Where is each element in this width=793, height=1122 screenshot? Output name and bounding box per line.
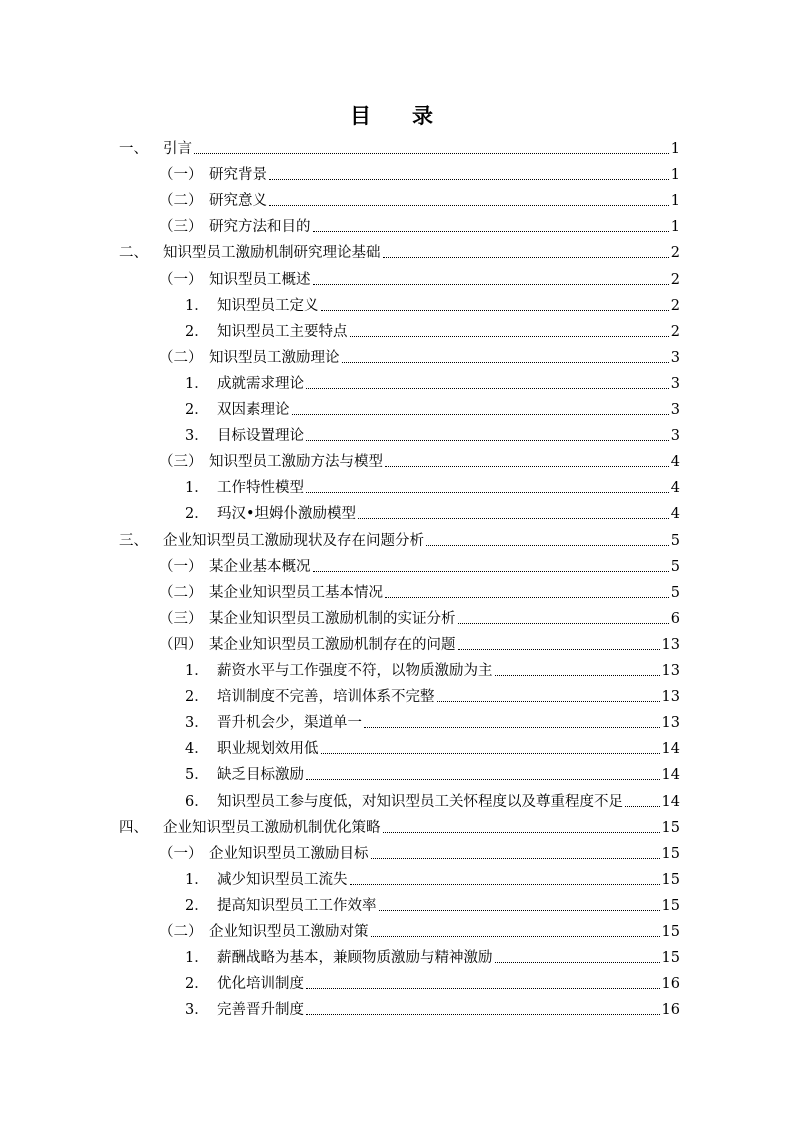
toc-entry-page: 1	[670, 193, 680, 210]
toc-entry-title: 企业知识型员工激励机制优化策略	[163, 819, 381, 836]
toc-entry-page: 6	[670, 610, 680, 627]
toc-entry-number: 三、	[119, 532, 148, 549]
toc-entry[interactable]	[159, 583, 680, 603]
toc-entry-page: 14	[661, 767, 680, 784]
toc-entry-title: 知识型员工激励机制研究理论基础	[163, 245, 381, 262]
toc-entry-number: 一、	[119, 141, 148, 157]
toc-entry-title: 成就需求理论	[217, 375, 304, 392]
dot-leader	[313, 570, 669, 572]
toc-entry[interactable]	[185, 426, 680, 446]
dot-leader	[321, 309, 669, 311]
toc-entry-number: （三）	[159, 219, 203, 236]
toc-entry-title: 工作特性模型	[217, 480, 304, 497]
toc-entry[interactable]	[159, 635, 680, 655]
toc-entry-number: （二）	[159, 584, 203, 601]
toc-entry-title: 职业规划效用低	[217, 741, 319, 758]
toc-entry[interactable]	[159, 270, 680, 290]
dot-leader	[350, 883, 660, 885]
dot-leader	[385, 596, 669, 598]
toc-entry[interactable]	[159, 217, 680, 237]
toc-entry-number: （二）	[159, 924, 203, 940]
toc-entry-title: 薪酬战略为基本，兼顾物质激励与精神激励	[217, 950, 493, 967]
toc-entry-number: 2．	[185, 323, 209, 340]
toc-entry[interactable]	[185, 322, 680, 342]
toc-entry[interactable]	[185, 713, 680, 733]
toc-entry-page: 15	[661, 950, 680, 967]
toc-entry-title: 企业知识型员工激励目标	[209, 845, 369, 862]
toc-entry-page: 13	[661, 689, 680, 706]
toc-entry[interactable]	[159, 348, 680, 368]
toc-entry-page: 15	[661, 897, 680, 914]
toc-entry-number: （一）	[159, 845, 203, 862]
toc-entry-page: 1	[670, 219, 680, 236]
toc-entry-number: 1．	[185, 663, 209, 679]
toc-entry[interactable]	[185, 374, 680, 394]
toc-entry-title: 知识型员工激励理论	[209, 349, 340, 366]
toc-entry[interactable]	[119, 139, 680, 159]
dot-leader	[371, 857, 660, 859]
toc-entry-title: 知识型员工参与度低，对知识型员工关怀程度以及尊重程度不足	[217, 793, 623, 810]
toc-entry-title: 引言	[163, 141, 192, 157]
toc-entry-number: 1．	[185, 297, 209, 314]
toc-entry-title: 研究意义	[209, 193, 267, 210]
toc-entry-title: 减少知识型员工流失	[217, 871, 348, 888]
toc-entry-number: （二）	[159, 193, 203, 210]
dot-leader	[495, 961, 660, 963]
toc-entry-page: 5	[670, 558, 680, 575]
toc-entry[interactable]	[185, 896, 680, 916]
dot-leader	[458, 648, 660, 650]
toc-entry-number: 5．	[185, 767, 209, 784]
toc-entry-page: 3	[670, 402, 680, 418]
toc-entry-page: 4	[670, 506, 680, 523]
toc-entry-number: 3．	[185, 1002, 209, 1019]
toc-entry-page: 13	[661, 636, 680, 653]
dot-leader	[269, 178, 669, 180]
toc-entry[interactable]	[119, 818, 680, 838]
toc-entry[interactable]	[159, 844, 680, 864]
dot-leader	[364, 726, 660, 728]
toc-entry-number: 6．	[185, 793, 209, 810]
toc-entry[interactable]	[159, 557, 680, 577]
toc-entry[interactable]	[185, 504, 680, 524]
toc-entry-title: 完善晋升制度	[217, 1002, 304, 1019]
toc-entry-title: 目标设置理论	[217, 428, 304, 445]
toc-entry[interactable]	[185, 296, 680, 316]
dot-leader	[437, 700, 660, 702]
dot-leader	[306, 439, 669, 441]
toc-entry-page: 15	[661, 819, 680, 836]
toc-entry-number: 1．	[185, 950, 209, 967]
toc-entry[interactable]	[119, 531, 680, 551]
dot-leader	[313, 283, 669, 285]
toc-entry[interactable]	[185, 792, 680, 812]
toc-entry-title: 缺乏目标激励	[217, 767, 304, 784]
toc-entry-page: 2	[670, 271, 680, 288]
toc-entry[interactable]	[159, 165, 680, 185]
dot-leader	[306, 1013, 660, 1015]
dot-leader	[194, 152, 669, 154]
toc-entry-title: 企业知识型员工激励对策	[209, 924, 369, 940]
toc-entry-page: 16	[661, 1002, 680, 1019]
toc-entry[interactable]	[185, 948, 680, 968]
toc-entry-page: 13	[661, 663, 680, 679]
toc-entry-title: 知识型员工主要特点	[217, 323, 348, 340]
dot-leader	[292, 413, 669, 415]
toc-entry-title: 某企业基本概况	[209, 558, 311, 575]
dot-leader	[371, 935, 660, 937]
dot-leader	[306, 491, 669, 493]
toc-entry-page: 3	[670, 428, 680, 445]
toc-entry-page: 2	[670, 323, 680, 340]
toc-entry-number: 四、	[119, 819, 148, 836]
toc-entry-title: 薪资水平与工作强度不符，以物质激励为主	[217, 663, 493, 679]
dot-leader	[383, 831, 660, 833]
toc-entry-title: 优化培训制度	[217, 976, 304, 993]
toc-entry-number: （一）	[159, 167, 203, 184]
toc-entry-title: 某企业知识型员工基本情况	[209, 584, 383, 601]
toc-entry-number: 3．	[185, 715, 209, 732]
toc-entry-page: 15	[661, 871, 680, 888]
toc-entry-number: 2．	[185, 506, 209, 523]
toc-entry[interactable]	[185, 661, 680, 681]
page-title: 目 录	[350, 103, 443, 128]
toc-entry-number: （二）	[159, 349, 203, 366]
toc-entry-page: 3	[670, 349, 680, 366]
toc-entry[interactable]	[185, 400, 680, 420]
toc-entry-title: 培训制度不完善，培训体系不完整	[217, 689, 435, 706]
toc-entry-page: 4	[670, 454, 680, 471]
dot-leader	[313, 230, 669, 232]
toc-entry-number: 2．	[185, 689, 209, 706]
toc-entry-title: 研究方法和目的	[209, 219, 311, 236]
toc-entry[interactable]	[185, 1000, 680, 1020]
toc-entry-number: 4．	[185, 741, 209, 758]
dot-leader	[306, 778, 660, 780]
toc-entry-page: 15	[661, 845, 680, 862]
toc-entry-title: 知识型员工定义	[217, 297, 319, 314]
toc-entry-title: 提高知识型员工工作效率	[217, 897, 377, 914]
toc-entry[interactable]	[185, 687, 680, 707]
toc-entry[interactable]	[185, 974, 680, 994]
toc-entry-number: （三）	[159, 610, 203, 627]
toc-entry-number: 2．	[185, 897, 209, 914]
toc-entry-page: 4	[670, 480, 680, 497]
toc-entry-title: 玛汉•坦姆仆激励模型	[217, 506, 357, 523]
toc-entry-number: 3．	[185, 428, 209, 445]
toc-entry-page: 14	[661, 793, 680, 810]
dot-leader	[358, 517, 669, 519]
toc-entry-title: 知识型员工激励方法与模型	[209, 454, 383, 471]
toc-entry-title: 知识型员工概述	[209, 271, 311, 288]
toc-entry-page: 16	[661, 976, 680, 993]
toc-entry-page: 3	[670, 375, 680, 392]
toc-entry-page: 13	[661, 715, 680, 732]
toc-entry-number: 二、	[119, 245, 148, 262]
toc-entry[interactable]	[159, 922, 680, 942]
dot-leader	[495, 674, 660, 676]
toc-entry[interactable]	[159, 191, 680, 211]
dot-leader	[426, 544, 669, 546]
dot-leader	[321, 752, 660, 754]
toc-entry-title: 双因素理论	[217, 402, 290, 418]
dot-leader	[306, 387, 669, 389]
dot-leader	[383, 256, 669, 258]
toc-entry-page: 5	[670, 532, 680, 549]
toc-entry[interactable]	[159, 609, 680, 629]
toc-entry-number: （一）	[159, 558, 203, 575]
toc-entry-page: 2	[670, 297, 680, 314]
toc-entry-title: 某企业知识型员工激励机制的实证分析	[209, 610, 456, 627]
toc-entry-number: 2．	[185, 976, 209, 993]
toc-entry-page: 2	[670, 245, 680, 262]
toc-entry-title: 研究背景	[209, 167, 267, 184]
toc-entry-title: 企业知识型员工激励现状及存在问题分析	[163, 532, 424, 549]
dot-leader	[625, 805, 660, 807]
toc-entry-number: 1．	[185, 375, 209, 392]
dot-leader	[350, 335, 669, 337]
toc-entry-page: 1	[670, 141, 680, 157]
dot-leader	[385, 465, 669, 467]
toc-entry-number: 1．	[185, 480, 209, 497]
toc-entry-title: 某企业知识型员工激励机制存在的问题	[209, 636, 456, 653]
toc-entry-title: 晋升机会少，渠道单一	[217, 715, 362, 732]
dot-leader	[379, 909, 660, 911]
toc-entry-number: 1．	[185, 871, 209, 888]
toc-entry[interactable]	[185, 478, 680, 498]
toc-entry[interactable]	[119, 243, 680, 263]
toc-entry-number: （四）	[159, 636, 203, 653]
dot-leader	[342, 361, 669, 363]
toc-entry-page: 1	[670, 167, 680, 184]
toc-entry-page: 15	[661, 924, 680, 940]
toc-entry-number: （三）	[159, 454, 203, 471]
toc-entry-page: 5	[670, 584, 680, 601]
toc-entry[interactable]	[159, 452, 680, 472]
toc-entry-number: （一）	[159, 271, 203, 288]
toc-entry[interactable]	[185, 870, 680, 890]
toc-entry-number: 2．	[185, 402, 209, 418]
dot-leader	[269, 204, 669, 206]
toc-entry[interactable]	[185, 739, 680, 759]
dot-leader	[458, 622, 669, 624]
toc-entry[interactable]	[185, 765, 680, 785]
toc-entry-page: 14	[661, 741, 680, 758]
dot-leader	[306, 987, 660, 989]
